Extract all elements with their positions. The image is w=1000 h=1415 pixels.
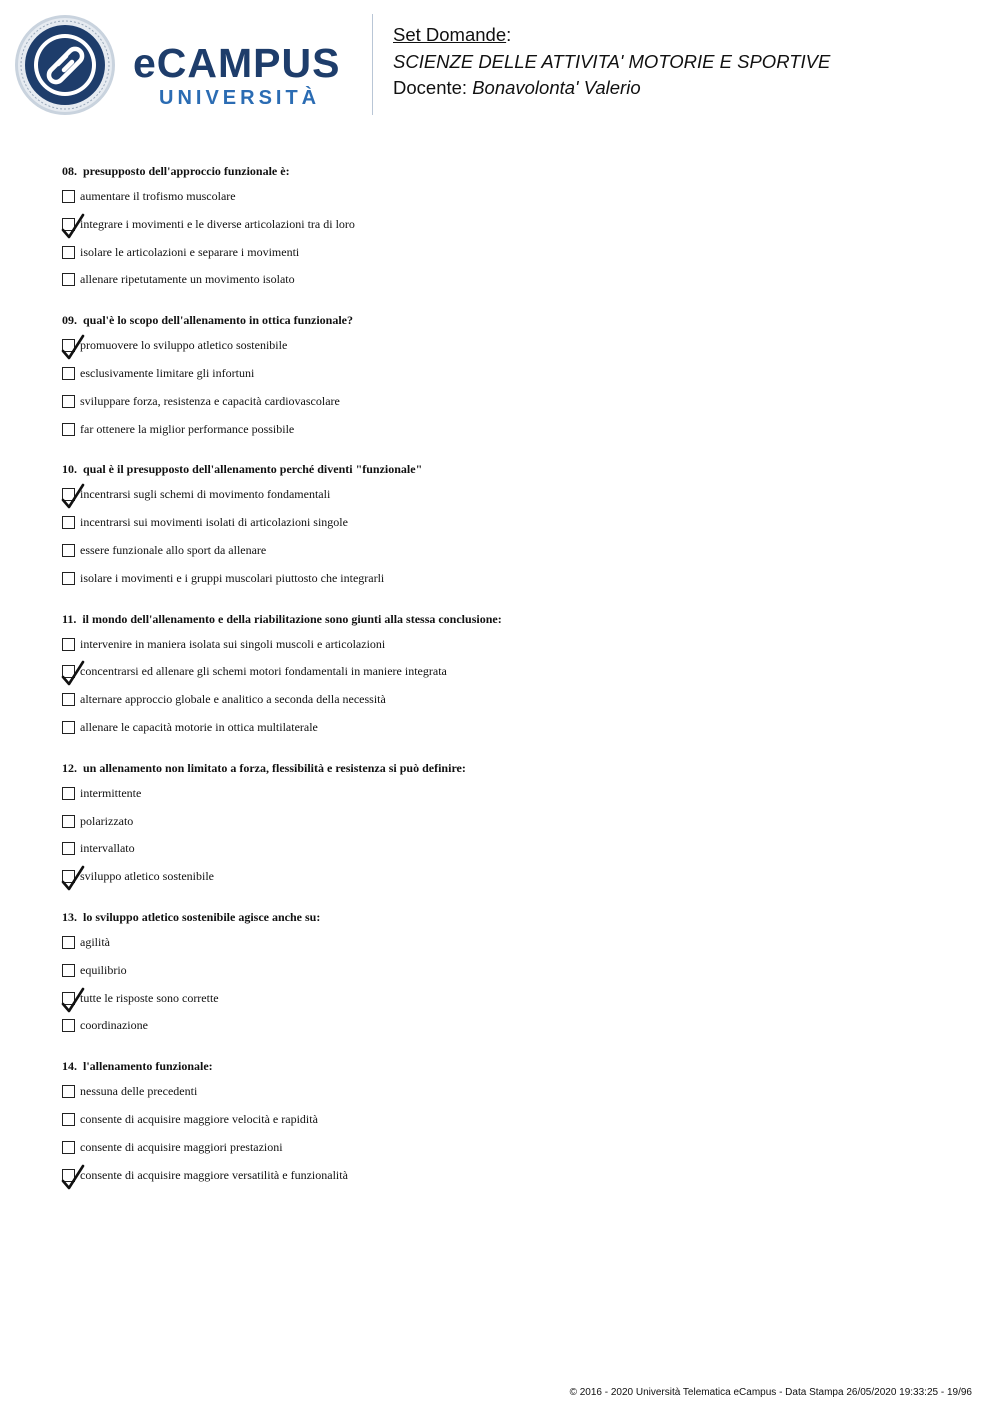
- question-text: qual'è lo scopo dell'allenamento in ottica funzionale?: [83, 313, 354, 328]
- checkbox-checked[interactable]: [62, 488, 75, 501]
- answer-text: polarizzato: [80, 813, 134, 828]
- answer-option[interactable]: [62, 565, 962, 593]
- checkbox-checked[interactable]: [62, 339, 75, 352]
- question-block: [62, 906, 962, 1040]
- answer-text: essere funzionale allo sport da allenare: [80, 542, 267, 557]
- question-number: 09.: [62, 313, 77, 328]
- question-title: [62, 608, 962, 631]
- question-text: il mondo dell'allenamento e della riabilitazione sono giunti alla stessa conclusione:: [82, 611, 502, 626]
- answer-text: far ottenere la miglior performance possibile: [80, 421, 295, 436]
- checkbox[interactable]: [62, 936, 75, 949]
- answer-option[interactable]: [62, 658, 962, 686]
- question-block: [62, 608, 962, 742]
- question-title: [62, 1055, 962, 1078]
- question-number: 14.: [62, 1059, 77, 1074]
- university-seal-logo: [14, 14, 116, 116]
- answer-option[interactable]: [62, 714, 962, 742]
- checkbox[interactable]: [62, 516, 75, 529]
- answer-text: concentrarsi ed allenare gli schemi motori fondamentali in maniere integrata: [80, 664, 447, 679]
- checkbox[interactable]: [62, 367, 75, 380]
- question-block: [62, 160, 962, 294]
- answer-option[interactable]: [62, 985, 962, 1013]
- checkbox[interactable]: [62, 693, 75, 706]
- answer-text: consente di acquisire maggiore versatilità e funzionalità: [80, 1167, 348, 1182]
- question-text: un allenamento non limitato a forza, flessibilità e resistenza si può definire:: [83, 760, 466, 775]
- answer-option[interactable]: [62, 266, 962, 294]
- answer-text: isolare i movimenti e i gruppi muscolari piuttosto che integrarli: [80, 570, 385, 585]
- checkbox-checked[interactable]: [62, 1169, 75, 1182]
- checkbox[interactable]: [62, 246, 75, 259]
- answer-option[interactable]: [62, 835, 962, 863]
- answer-text: sviluppo atletico sostenibile: [80, 869, 214, 884]
- checkbox[interactable]: [62, 815, 75, 828]
- checkbox-checked[interactable]: [62, 992, 75, 1005]
- teacher-name: Bonavolonta' Valerio: [472, 77, 641, 98]
- checkbox-checked[interactable]: [62, 218, 75, 231]
- set-title: [393, 22, 830, 49]
- set-label: Set Domande: [393, 24, 507, 45]
- answer-option[interactable]: [62, 388, 962, 416]
- answer-option[interactable]: [62, 481, 962, 509]
- question-title: [62, 160, 962, 183]
- checkbox[interactable]: [62, 787, 75, 800]
- checkbox[interactable]: [62, 273, 75, 286]
- checkbox[interactable]: [62, 544, 75, 557]
- answer-option[interactable]: [62, 957, 962, 985]
- answer-option[interactable]: [62, 332, 962, 360]
- page-footer: © 2016 - 2020 Università Telematica eCampus - Data Stampa 26/05/2020 19:33:25 - 19/96: [569, 1387, 972, 1398]
- answer-text: intervallato: [80, 841, 135, 856]
- brand-subtitle: UNIVERSITÀ: [159, 87, 321, 109]
- answer-text: integrare i movimenti e le diverse articolazioni tra di loro: [80, 216, 355, 231]
- answer-text: intervenire in maniera isolata sui singoli muscoli e articolazioni: [80, 636, 386, 651]
- answer-option[interactable]: [62, 537, 962, 565]
- answer-text: tutte le risposte sono corrette: [80, 990, 219, 1005]
- checkbox[interactable]: [62, 721, 75, 734]
- answer-text: promuovere lo sviluppo atletico sostenibile: [80, 338, 288, 353]
- answer-text: nessuna delle precedenti: [80, 1084, 198, 1099]
- answer-option[interactable]: [62, 509, 962, 537]
- answer-option[interactable]: [62, 416, 962, 444]
- question-block: [62, 458, 962, 592]
- answer-text: incentrarsi sui movimenti isolati di articolazioni singole: [80, 515, 348, 530]
- question-block: [62, 309, 962, 443]
- checkbox[interactable]: [62, 1085, 75, 1098]
- teacher-line: [393, 75, 830, 102]
- question-list: [62, 160, 962, 1204]
- checkbox[interactable]: [62, 1141, 75, 1154]
- answer-text: equilibrio: [80, 962, 127, 977]
- question-text: presupposto dell'approccio funzionale è:: [83, 164, 290, 178]
- answer-option[interactable]: [62, 239, 962, 267]
- checkbox-checked[interactable]: [62, 870, 75, 883]
- teacher-label: Docente:: [393, 77, 473, 98]
- answer-option[interactable]: [62, 631, 962, 659]
- answer-text: esclusivamente limitare gli infortuni: [80, 365, 255, 380]
- answer-text: allenare ripetutamente un movimento isolato: [80, 272, 295, 287]
- question-title: [62, 757, 962, 780]
- answer-option[interactable]: [62, 808, 962, 836]
- question-text: l'allenamento funzionale:: [83, 1059, 213, 1074]
- checkbox[interactable]: [62, 395, 75, 408]
- checkbox[interactable]: [62, 1019, 75, 1032]
- answer-option[interactable]: [62, 211, 962, 239]
- header-info: [393, 22, 830, 102]
- checkbox[interactable]: [62, 842, 75, 855]
- answer-text: consente di acquisire maggiori prestazioni: [80, 1139, 283, 1154]
- answer-option[interactable]: [62, 863, 962, 891]
- answer-text: alternare approccio globale e analitico a seconda della necessità: [80, 692, 386, 707]
- checkbox[interactable]: [62, 572, 75, 585]
- question-number: 08.: [62, 164, 77, 178]
- question-block: [62, 1055, 962, 1189]
- checkbox[interactable]: [62, 964, 75, 977]
- answer-option[interactable]: [62, 1134, 962, 1162]
- brand-name: eCAMPUS: [133, 40, 341, 86]
- set-colon: :: [506, 24, 512, 45]
- question-title: [62, 906, 962, 929]
- checkbox[interactable]: [62, 638, 75, 651]
- question-number: 13.: [62, 909, 77, 924]
- course-title: SCIENZE DELLE ATTIVITA' MOTORIE E SPORTIVE: [393, 50, 831, 72]
- question-text: lo sviluppo atletico sostenibile agisce anche su:: [83, 909, 321, 924]
- checkbox[interactable]: [62, 423, 75, 436]
- answer-option[interactable]: [62, 183, 962, 211]
- course-name: [393, 49, 830, 76]
- answer-option[interactable]: [62, 1012, 962, 1040]
- answer-text: sviluppare forza, resistenza e capacità cardiovascolare: [80, 393, 340, 408]
- answer-option[interactable]: [62, 929, 962, 957]
- answer-option[interactable]: [62, 1162, 962, 1190]
- answer-option[interactable]: [62, 1078, 962, 1106]
- question-title: [62, 309, 962, 332]
- answer-text: consente di acquisire maggiore velocità e rapidità: [80, 1111, 318, 1126]
- answer-text: aumentare il trofismo muscolare: [80, 189, 236, 203]
- page-header: [0, 0, 1000, 130]
- answer-text: isolare le articolazioni e separare i movimenti: [80, 244, 300, 259]
- header-divider: [372, 14, 373, 115]
- checkbox[interactable]: [62, 190, 75, 203]
- brand-wordmark: [133, 40, 358, 110]
- answer-text: allenare le capacità motorie in ottica multilaterale: [80, 719, 318, 734]
- checkbox-checked[interactable]: [62, 665, 75, 678]
- question-block: [62, 757, 962, 891]
- answer-text: incentrarsi sugli schemi di movimento fondamentali: [80, 487, 331, 502]
- question-text: qual è il presupposto dell'allenamento perché diventi "funzionale": [83, 462, 423, 477]
- question-title: [62, 458, 962, 481]
- answer-option[interactable]: [62, 686, 962, 714]
- answer-option[interactable]: [62, 360, 962, 388]
- answer-text: intermittente: [80, 785, 142, 800]
- question-number: 12.: [62, 760, 77, 775]
- answer-text: agilità: [80, 934, 110, 949]
- checkbox[interactable]: [62, 1113, 75, 1126]
- question-number: 10.: [62, 462, 77, 477]
- answer-option[interactable]: [62, 780, 962, 808]
- answer-text: coordinazione: [80, 1018, 148, 1033]
- answer-option[interactable]: [62, 1106, 962, 1134]
- question-number: 11.: [62, 611, 77, 626]
